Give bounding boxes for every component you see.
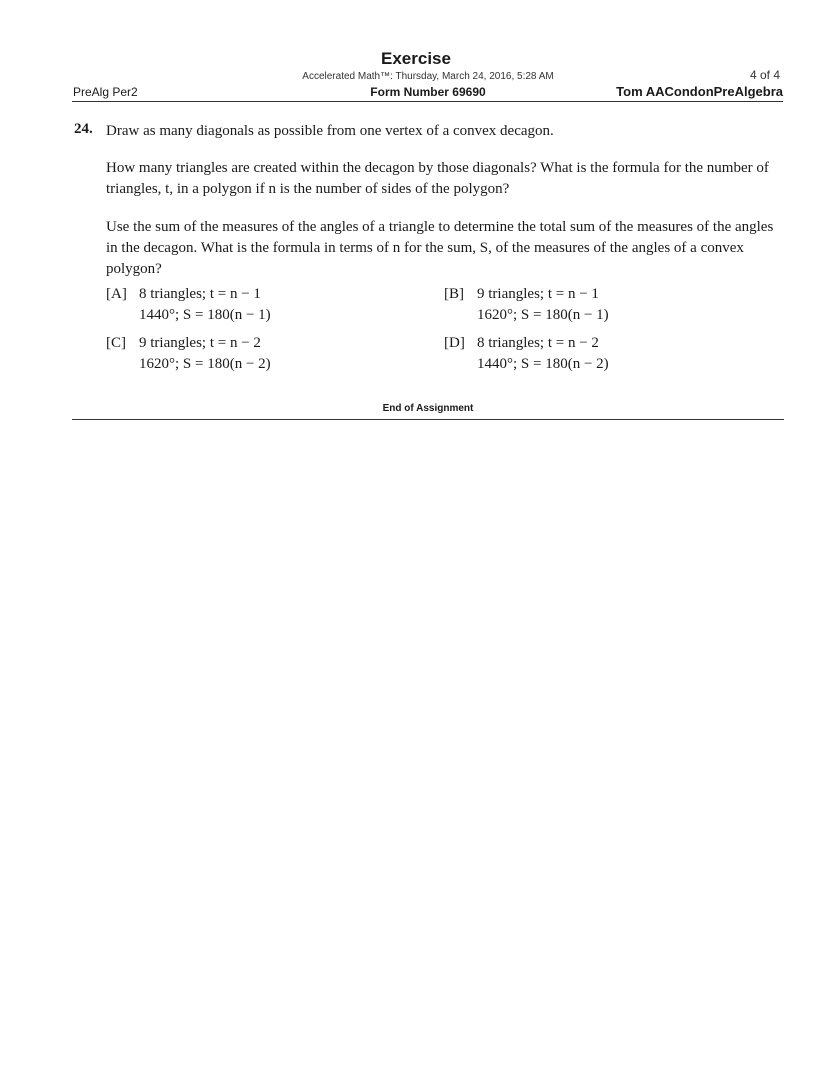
choice-angle-sum: 1620°; S = 180(n − 2): [139, 356, 271, 372]
choice-triangles: 9 triangles; t = n − 2: [139, 335, 261, 351]
question-prompt: Draw as many diagonals as possible from one vertex of a convex decagon.: [106, 123, 554, 139]
choice-triangles: 9 triangles; t = n − 1: [477, 286, 599, 302]
question-number: 24.: [74, 121, 93, 137]
choice-angle-sum: 1440°; S = 180(n − 2): [477, 356, 609, 372]
page-title: Exercise: [381, 49, 451, 68]
footer-divider: [72, 419, 784, 420]
choice-letter: [B]: [444, 286, 464, 302]
choice-angle-sum: 1440°; S = 180(n − 1): [139, 307, 271, 323]
class-name: PreAlg Per2: [73, 85, 138, 99]
question-part-triangles: How many triangles are created within the decagon by those diagonals? What is the formula for the number of triangles, t, in a polygon if n is the number of sides of the polygon?: [106, 160, 769, 197]
choice-letter: [D]: [444, 335, 465, 351]
page-number: 4 of 4: [749, 68, 780, 82]
end-of-assignment: End of Assignment: [382, 403, 474, 414]
choice-triangles: 8 triangles; t = n − 2: [477, 335, 599, 351]
student-name: Tom AACondonPreAlgebra: [616, 84, 783, 99]
generator-line: Accelerated Math™: Thursday, March 24, 2016, 5:28 AM: [302, 71, 554, 82]
choice-angle-sum: 1620°; S = 180(n − 1): [477, 307, 609, 323]
choice-letter: [A]: [106, 286, 127, 302]
question-part-angle-sum: Use the sum of the measures of the angles of a triangle to determine the total sum of the measures of the angles in the decagon. What is the formula in terms of n for the sum, S, of the measures of the angles of a convex polygon?: [106, 219, 774, 277]
header-divider: [72, 101, 783, 102]
choice-letter: [C]: [106, 335, 126, 351]
choice-triangles: 8 triangles; t = n − 1: [139, 286, 261, 302]
form-number: Form Number 69690: [370, 85, 486, 99]
